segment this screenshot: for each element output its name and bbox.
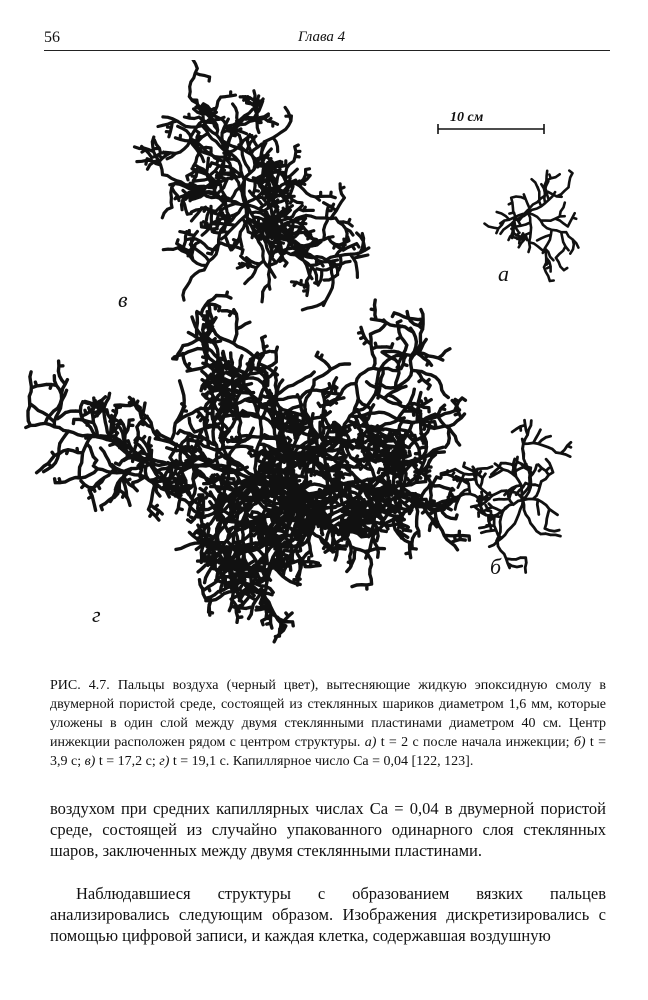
panel-label-b: б — [490, 554, 502, 579]
scale-bar-label: 10 см — [450, 110, 484, 125]
fractal-branches — [135, 60, 369, 310]
body-paragraph-1: воздухом при средних капиллярных числах Ca = 0,04 в двумерной пористой среде, состоящей из случайно упакованного одинарного слоя стеклянных шаров, заключенных между двумя стеклянными пластинами. — [50, 799, 606, 860]
fractal-cluster-g — [26, 292, 470, 642]
caption-label-a: а) — [364, 735, 377, 750]
caption-label-v: в) — [84, 754, 96, 769]
caption-label-b: б) — [573, 735, 586, 750]
caption-text-b: t = 3,9 с; — [50, 735, 606, 769]
figure-4-7 — [0, 60, 648, 670]
panel-label-g: г — [92, 602, 101, 627]
page-number: 56 — [44, 29, 60, 46]
panel-label-a: а — [498, 261, 509, 286]
caption-text-g: t = 19,1 с. Капиллярное число Ca = 0,04 [122, 123]. — [169, 754, 474, 769]
fractal-cluster-v — [135, 60, 369, 310]
caption-label-g: г) — [159, 754, 170, 769]
fractal-branches — [26, 292, 470, 642]
figure-caption — [50, 676, 606, 771]
body-paragraph-2: Наблюдавшиеся структуры с образованием вязких пальцев анализировались следующим образом. Изображения дискретизировались с помощью цифровой записи, и каждая клетка, содержавшая воздушную — [50, 884, 606, 945]
fractal-cluster-b — [441, 420, 571, 572]
running-title: Глава 4 — [298, 29, 346, 45]
caption-text-a: t = 2 с после начала инжекции; — [376, 735, 574, 750]
scale-bar — [438, 110, 544, 134]
caption-text-v: t = 17,2 с; — [95, 754, 160, 769]
page-header — [44, 28, 610, 51]
panel-label-v: в — [118, 287, 128, 312]
caption-main: РИС. 4.7. Пальцы воздуха (черный цвет), вытесняющие жидкую эпоксидную смолу в двумерной пористой среде, состоящей из стеклянных шариков диаметром 1,6 мм, которые уложены в один слой между двумя стеклянными пластинами диаметром 40 см. Центр инжекции расположен рядом с центром структуры. — [50, 678, 606, 750]
fractal-branches — [441, 420, 571, 572]
